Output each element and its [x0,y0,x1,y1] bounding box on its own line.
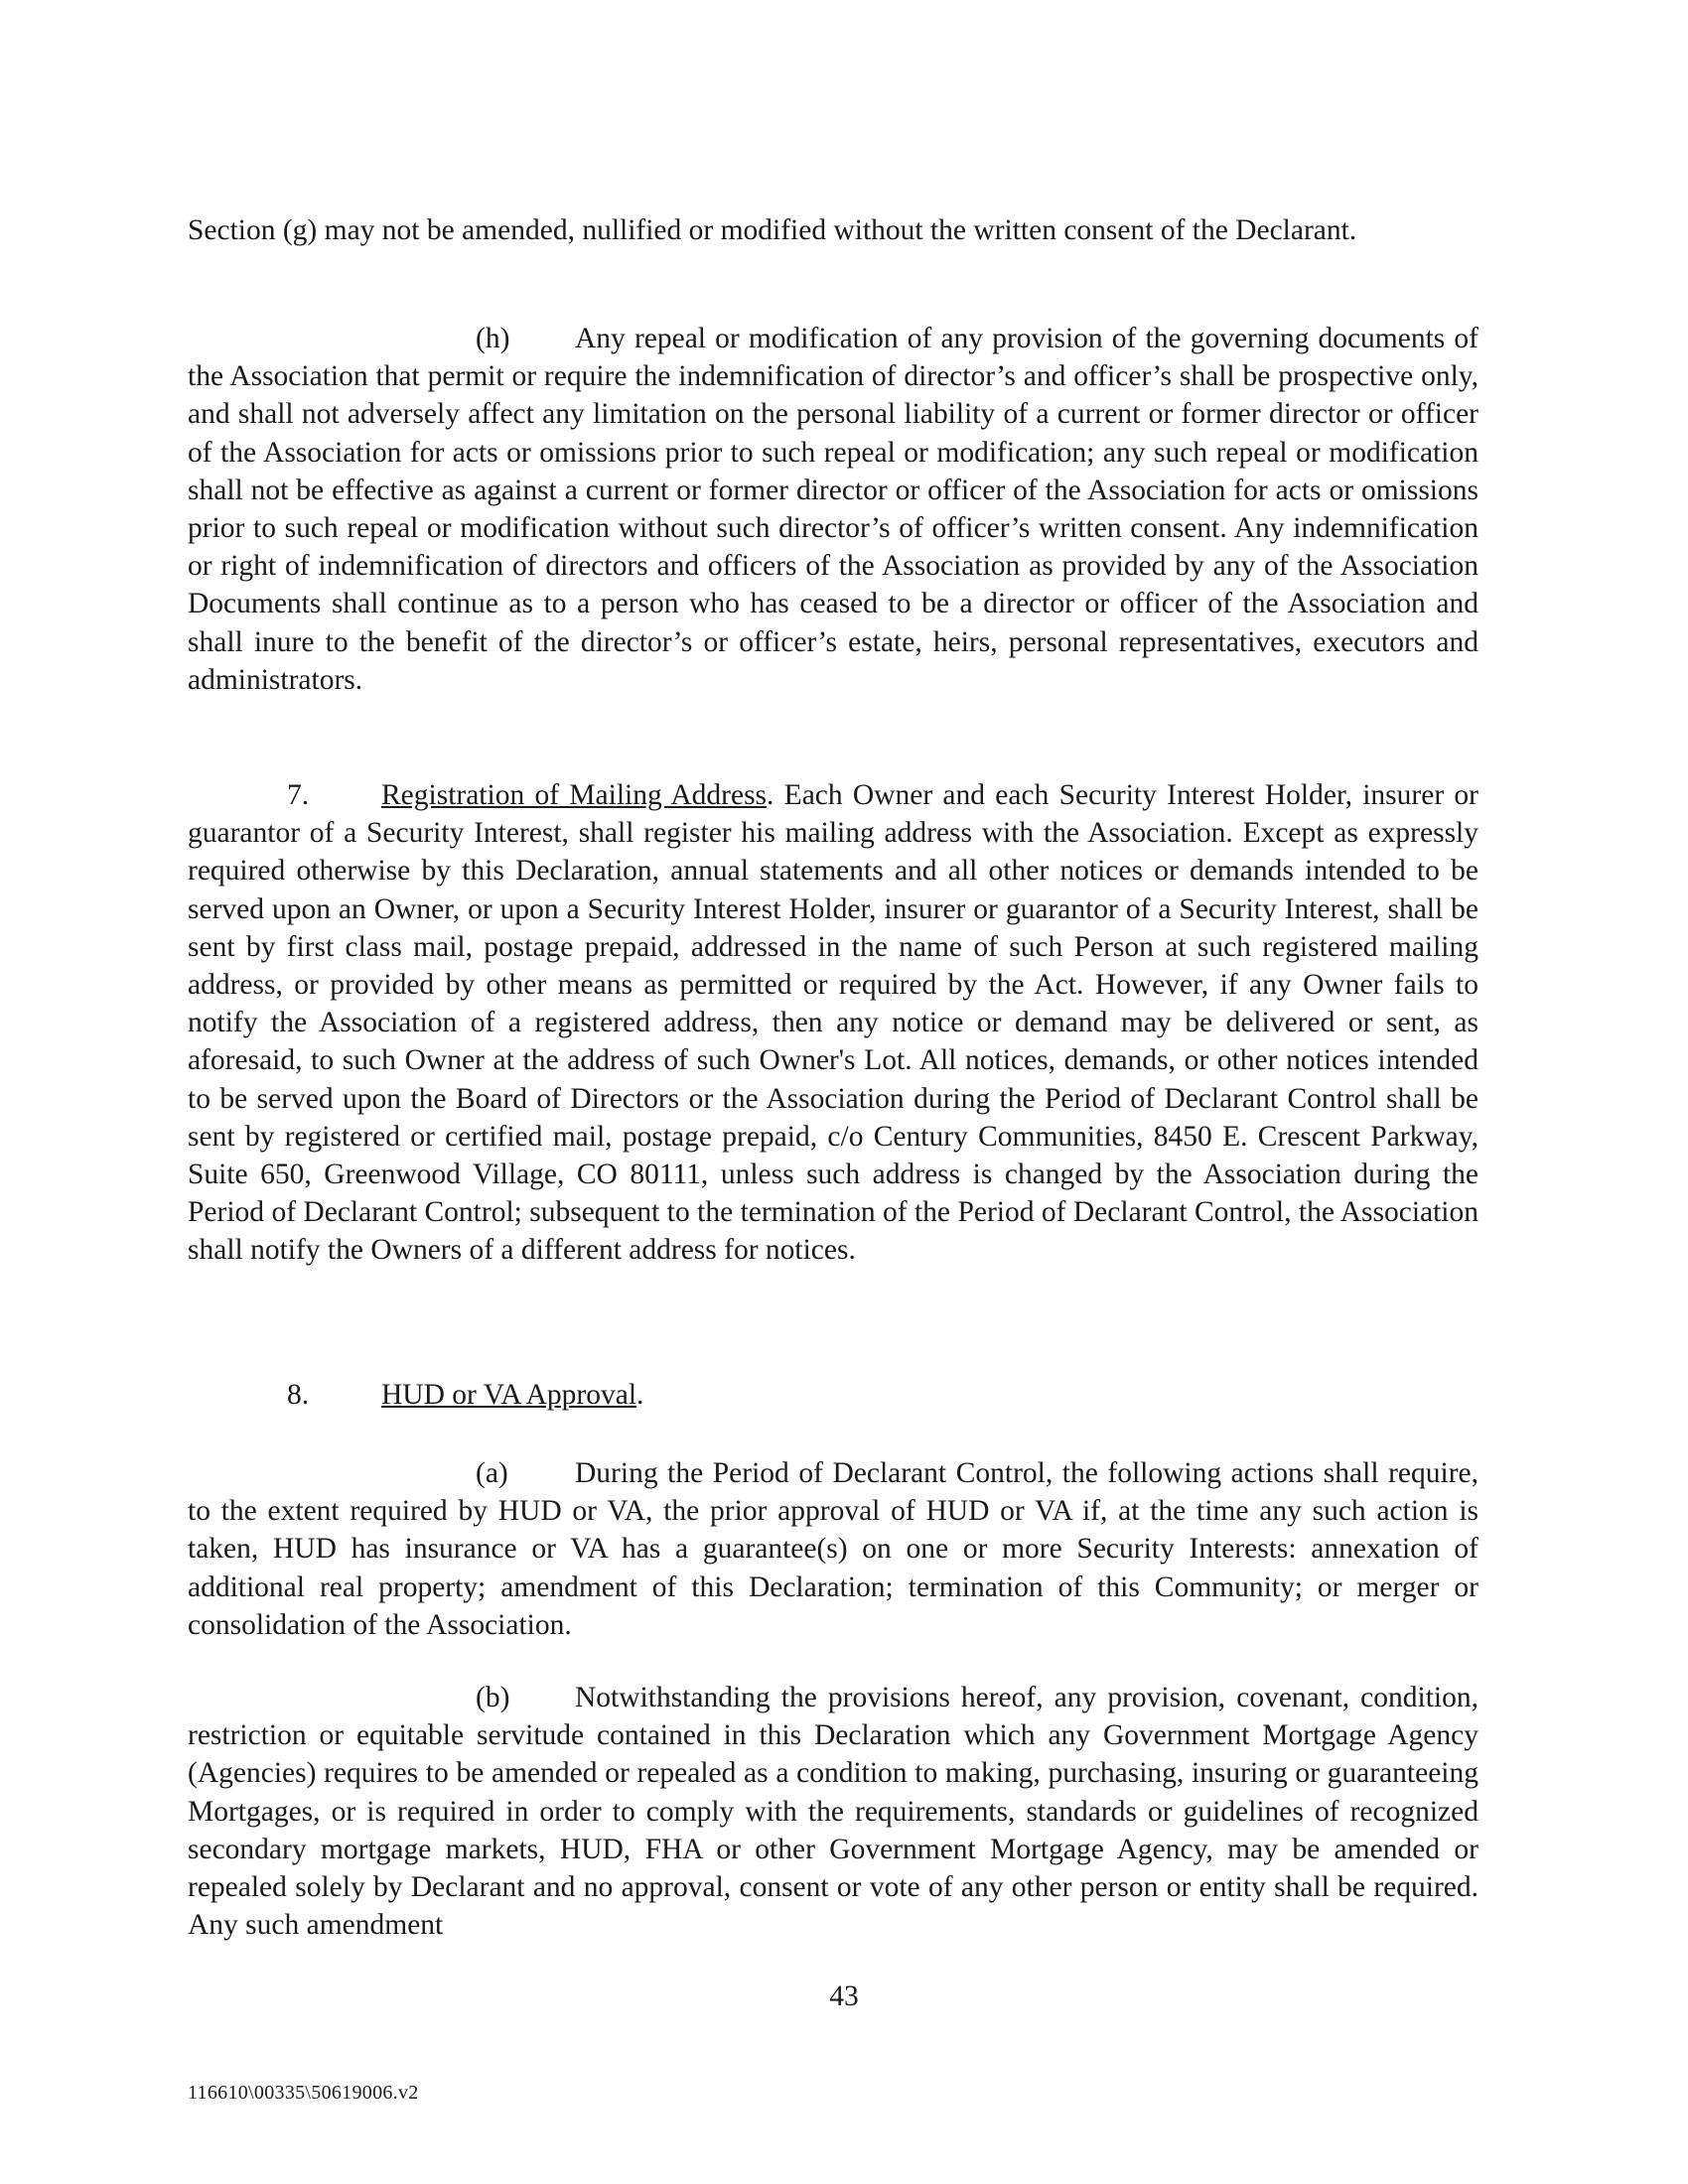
section-7-text: . Each Owner and each Security Interest Holder, insurer or guarantor of a Security Interest, shall register his mailing address with the Association. Except as expressly required otherwise by this Declaration, annual statements and all other notices or demands intended to be served upon an Owner, or upon a Security Interest Holder, insurer or guarantor of a Security Interest, shall be sent by first class mail, postage prepaid, addressed in the name of such Person at such registered mailing address, or provided by other means as permitted or required by the Act. However, if any Owner fails to notify the Association of a registered address, then any notice or demand may be delivered or sent, as aforesaid, to such Owner at the address of such Owner's Lot. All notices, demands, or other notices intended to be served upon the Board of Directors or the Association during the Period of Declarant Control shall be sent by registered or certified mail, postage prepaid, c/o Century Communities, 8450 E. Crescent Parkway, Suite 650, Greenwood Village, CO 80111, unless such address is changed by the Association during the Period of Declarant Control; subsequent to the termination of the Period of Declarant Control, the Association shall notify the Owners of a different address for notices. [188,779,1478,1267]
section-7-title: Registration of Mailing Address [381,779,768,811]
subsection-a-paragraph [188,1454,1478,1644]
subsection-b-text: Notwithstanding the provisions hereof, any provision, covenant, condition, restriction or equitable servitude contained in this Declaration which any Government Mortgage Agency (Agencies) requires to be amended or repealed as a condition to making, purchasing, insuring or guaranteeing Mortgages, or is required in order to comply with the requirements, standards or guidelines of recognized secondary mortgage markets, HUD, FHA or other Government Mortgage Agency, may be amended or repealed solely by Declarant and no approval, consent or vote of any other person or entity shall be required. Any such amendment [188,1682,1478,1942]
document-id: 116610\00335\50619006.v2 [188,2082,419,2104]
subsection-a-marker: (a) [476,1457,508,1489]
page-number: 43 [829,1980,859,2012]
section-7-number: 7. [287,779,310,811]
subsection-h-text: Any repeal or modification of any provision of the governing documents of the Association that permit or require the indemnification of director’s and officer’s shall be prospective only, and shall not adversely affect any limitation on the personal liability of a current or former director or officer of the Association for acts or omissions prior to such repeal or modification; any such repeal or modification shall not be effective as against a current or former director or officer of the Association for acts or omissions prior to such repeal or modification without such director’s of officer’s written consent. Any indemnification or right of indemnification of directors and officers of the Association as provided by any of the Association Documents shall continue as to a person who has ceased to be a director or officer of the Association and shall inure to the benefit of the director’s or officer’s estate, heirs, personal representatives, executors and administrators. [188,323,1478,696]
continuation-paragraph: Section (g) may not be amended, nullified or modified without the written consent of the Declarant. [188,214,1357,246]
section-8-title-suffix: . [636,1379,644,1411]
subsection-b-marker: (b) [476,1682,510,1713]
section-8-heading [287,1376,643,1414]
section-8-title: HUD or VA Approval [381,1379,637,1411]
subsection-a-text: During the Period of Declarant Control, the following actions shall require, to the extent required by HUD or VA, the prior approval of HUD or VA if, at the time any such action is taken, HUD has insurance or VA has a guarantee(s) on one or more Security Interests: annexation of additional real property; amendment of this Declaration; termination of this Community; or merger or consolidation of the Association. [188,1457,1478,1641]
subsection-b-paragraph [188,1679,1478,1944]
subsection-h-marker: (h) [476,323,510,354]
subsection-h-paragraph [188,320,1478,699]
section-8-number: 8. [287,1379,310,1411]
section-7-paragraph [188,776,1478,1270]
